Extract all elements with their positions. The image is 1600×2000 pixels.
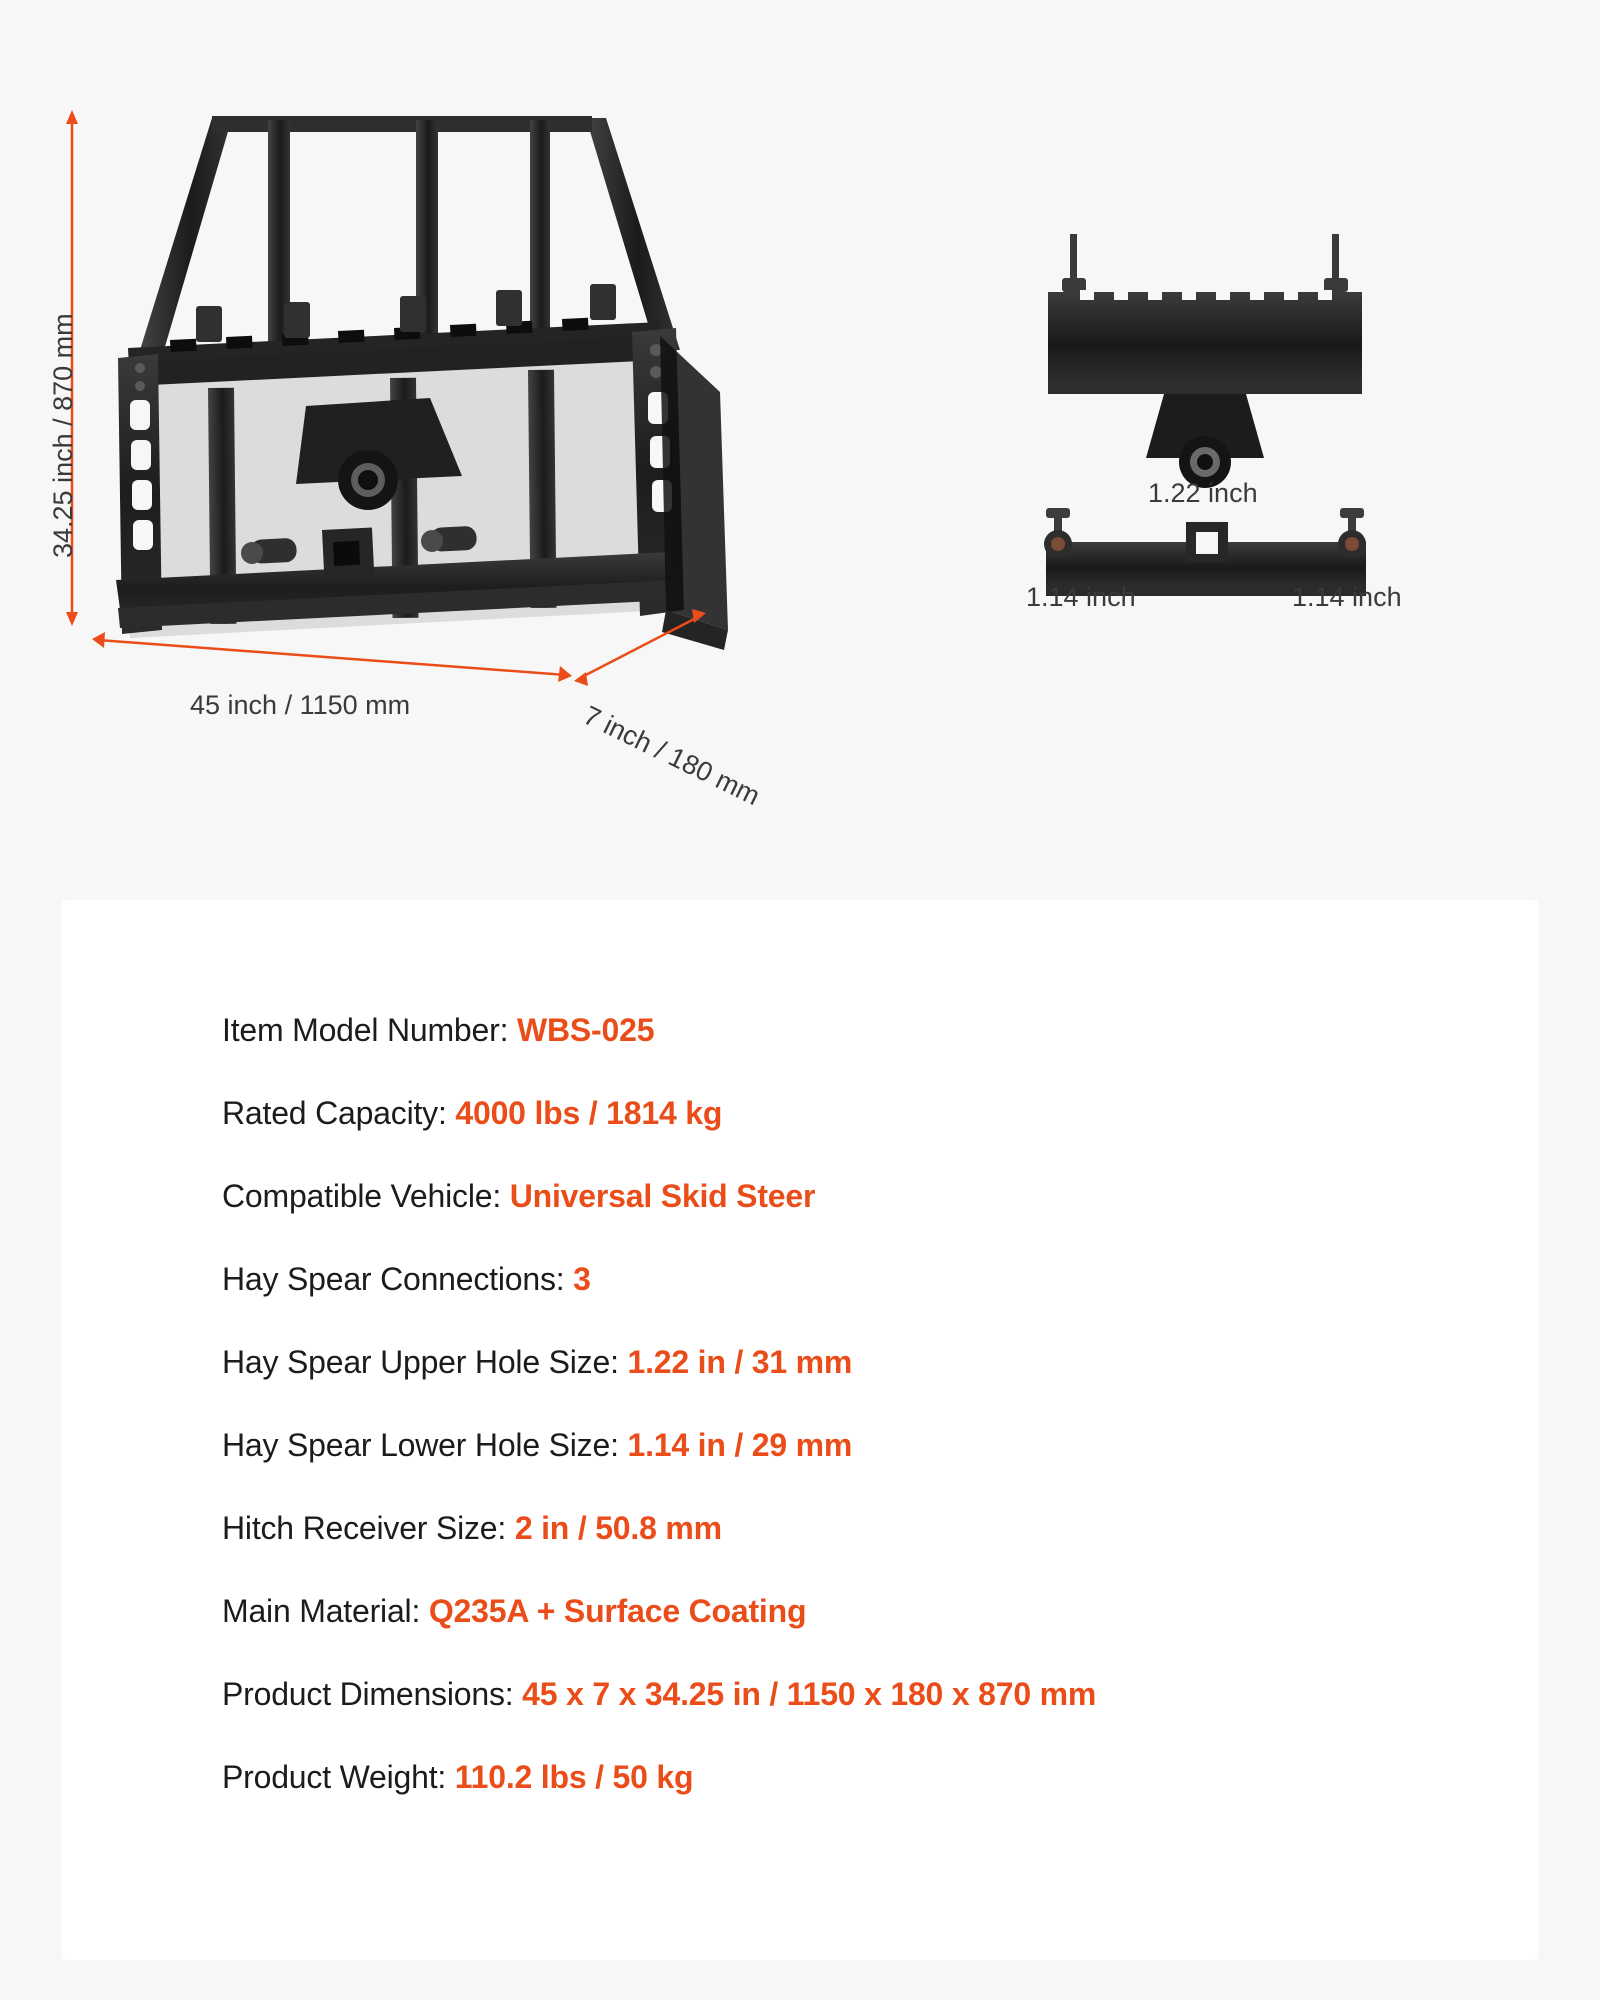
spec-row [222,1591,1478,1631]
main-product-view [48,110,980,812]
spec-label: Hay Spear Lower Hole Size: [222,1427,619,1463]
spec-label: Main Material: [222,1593,421,1629]
spec-value: 1.22 in / 31 mm [627,1344,853,1380]
dimension-label-lower-hole-right: 1.14 inch [1292,582,1402,612]
product-diagram [0,0,1600,880]
spec-label: Hay Spear Upper Hole Size: [222,1344,619,1380]
spec-label: Item Model Number: [222,1012,509,1048]
spec-row [222,1010,1478,1050]
spec-value: 45 x 7 x 34.25 in / 1150 x 180 x 870 mm [522,1676,1097,1712]
dimension-label-lower-hole-left: 1.14 inch [1026,582,1136,612]
spec-value: WBS-025 [516,1012,655,1048]
dimension-label-height: 34.25 inch / 870 mm [48,313,78,558]
spec-row [222,1508,1478,1548]
spec-value: 2 in / 50.8 mm [514,1510,722,1546]
spec-row [222,1176,1478,1216]
spec-label: Compatible Vehicle: [222,1178,502,1214]
spec-row [222,1674,1478,1714]
spec-label: Product Weight: [222,1759,447,1795]
spec-value: Q235A + Surface Coating [428,1593,807,1629]
spec-row [222,1342,1478,1382]
spec-label: Rated Capacity: [222,1095,447,1131]
spec-value: 1.14 in / 29 mm [627,1427,853,1463]
skid-steer-frame-illustration [100,110,980,760]
dimension-label-upper-hole: 1.22 inch [1148,478,1258,508]
spec-value: 3 [573,1261,591,1297]
dimension-label-width: 45 inch / 1150 mm [190,690,411,720]
spec-value: 4000 lbs / 1814 kg [455,1095,723,1131]
spec-row [222,1093,1478,1133]
spec-value: 110.2 lbs / 50 kg [454,1759,694,1795]
spec-row [222,1425,1478,1465]
specification-list [222,1010,1478,1840]
spec-row [222,1757,1478,1797]
spec-label: Hitch Receiver Size: [222,1510,507,1546]
spec-value: Universal Skid Steer [509,1178,816,1214]
dimension-label-depth: 7 inch / 180 mm [578,700,765,812]
spec-row [222,1259,1478,1299]
specification-card [62,900,1538,1960]
side-detail-view [1026,230,1440,650]
spec-label: Hay Spear Connections: [222,1261,565,1297]
spec-label: Product Dimensions: [222,1676,514,1712]
